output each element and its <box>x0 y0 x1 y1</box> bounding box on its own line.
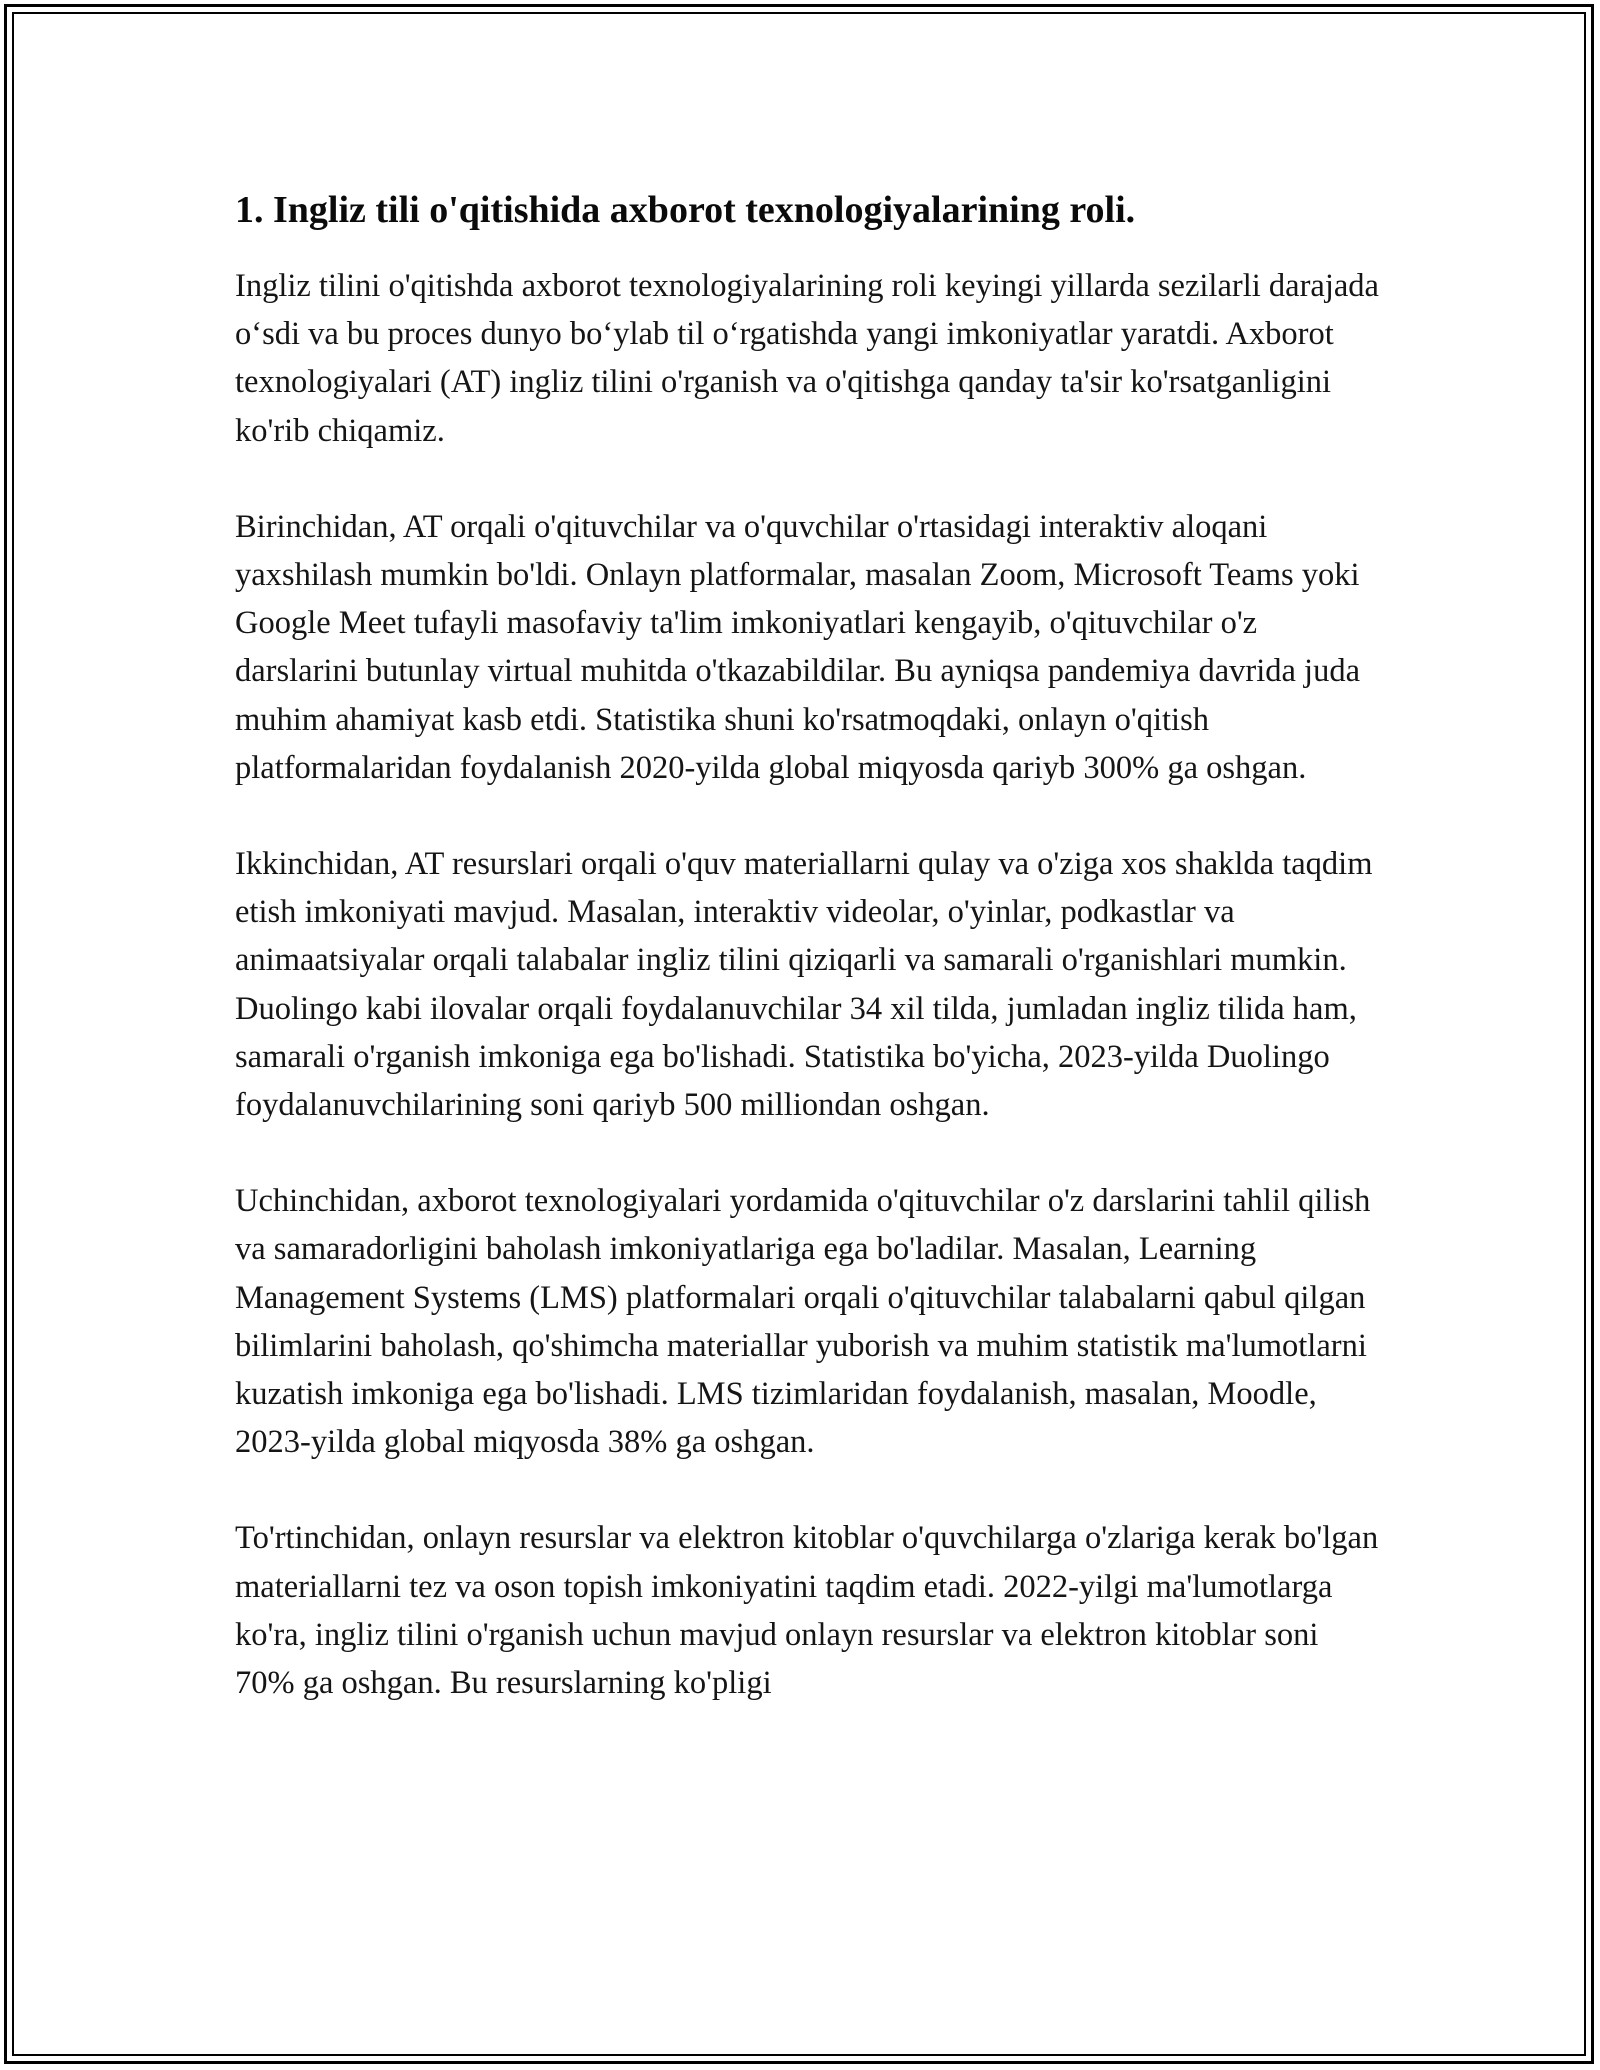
document-body <box>235 188 1385 1755</box>
section-heading: 1. Ingliz tili o'qitishida axborot texnologiyalarining roli. <box>235 189 1136 231</box>
paragraph-first: Birinchidan, AT orqali o'qituvchilar va o'quvchilar o'rtasidagi interaktiv aloqani yaxshilash mumkin bo'ldi. Onlayn platformalar, masalan Zoom, Microsoft Teams yoki Google Meet tufayli masofaviy ta'lim imkoniyatlari kengayib, o'qituvchilar o'z darslarini butunlay virtual muhitda o'tkazabildilar. Bu ayniqsa pandemiya davrida juda muhim ahamiyat kasb etdi. Statistika shuni ko'rsatmoqdaki, onlayn o'qitish platformalaridan foydalanish 2020-yilda global miqyosda qariyb 300% ga oshgan. <box>235 508 1360 786</box>
paragraph-fourth: To'rtinchidan, onlayn resurslar va elektron kitoblar o'quvchilarga o'zlariga kerak bo'lgan materiallarni tez va oson topish imkoniyatini taqdim etadi. 2022-yilgi ma'lumotlarga ko'ra, ingliz tilini o'rganish uchun mavjud onlayn resurslar va elektron kitoblar soni 70% ga oshgan. Bu resurslarning ko'pligi <box>235 1520 1379 1702</box>
paragraph-third: Uchinchidan, axborot texnologiyalari yordamida o'qituvchilar o'z darslarini tahlil qilish va samaradorligini baholash imkoniyatlariga ega bo'ladilar. Masalan, Learning Management Systems (LMS) platformalari orqali o'qituvchilar talabalarni qabul qilgan bilimlarini baholash, qo'shimcha materiallar yuborish va muhim statistik ma'lumotlarni kuzatish imkoniga ega bo'lishadi. LMS tizimlaridan foydalanish, masalan, Moodle, 2023-yilda global miqyosda 38% ga oshgan. <box>235 1183 1371 1461</box>
paragraph-second: Ikkinchidan, AT resurslari orqali o'quv materiallarni qulay va o'ziga xos shaklda taqdim etish imkoniyati mavjud. Masalan, interaktiv videolar, o'yinlar, podkastlar va animaatsiyalar orqali talabalar ingliz tilini qiziqarli va samarali o'rganishlari mumkin. Duolingo kabi ilovalar orqali foydalanuvchilar 34 xil tilda, jumladan ingliz tilida ham, samarali o'rganish imkoniga ega bo'lishadi. Statistika bo'yicha, 2023-yilda Duolingo foydalanuvchilarining soni qariyb 500 milliondan oshgan. <box>235 846 1373 1124</box>
paragraph-intro: Ingliz tilini o'qitishda axborot texnologiyalarining roli keyingi yillarda sezilarli darajada oʻsdi va bu proces dunyo boʻylab til oʻrgatishda yangi imkoniyatlar yaratdi. Axborot texnologiyalari (AT) ingliz tilini o'rganish va o'qitishga qanday ta'sir ko'rsatganligini ko'rib chiqamiz. <box>235 268 1379 449</box>
